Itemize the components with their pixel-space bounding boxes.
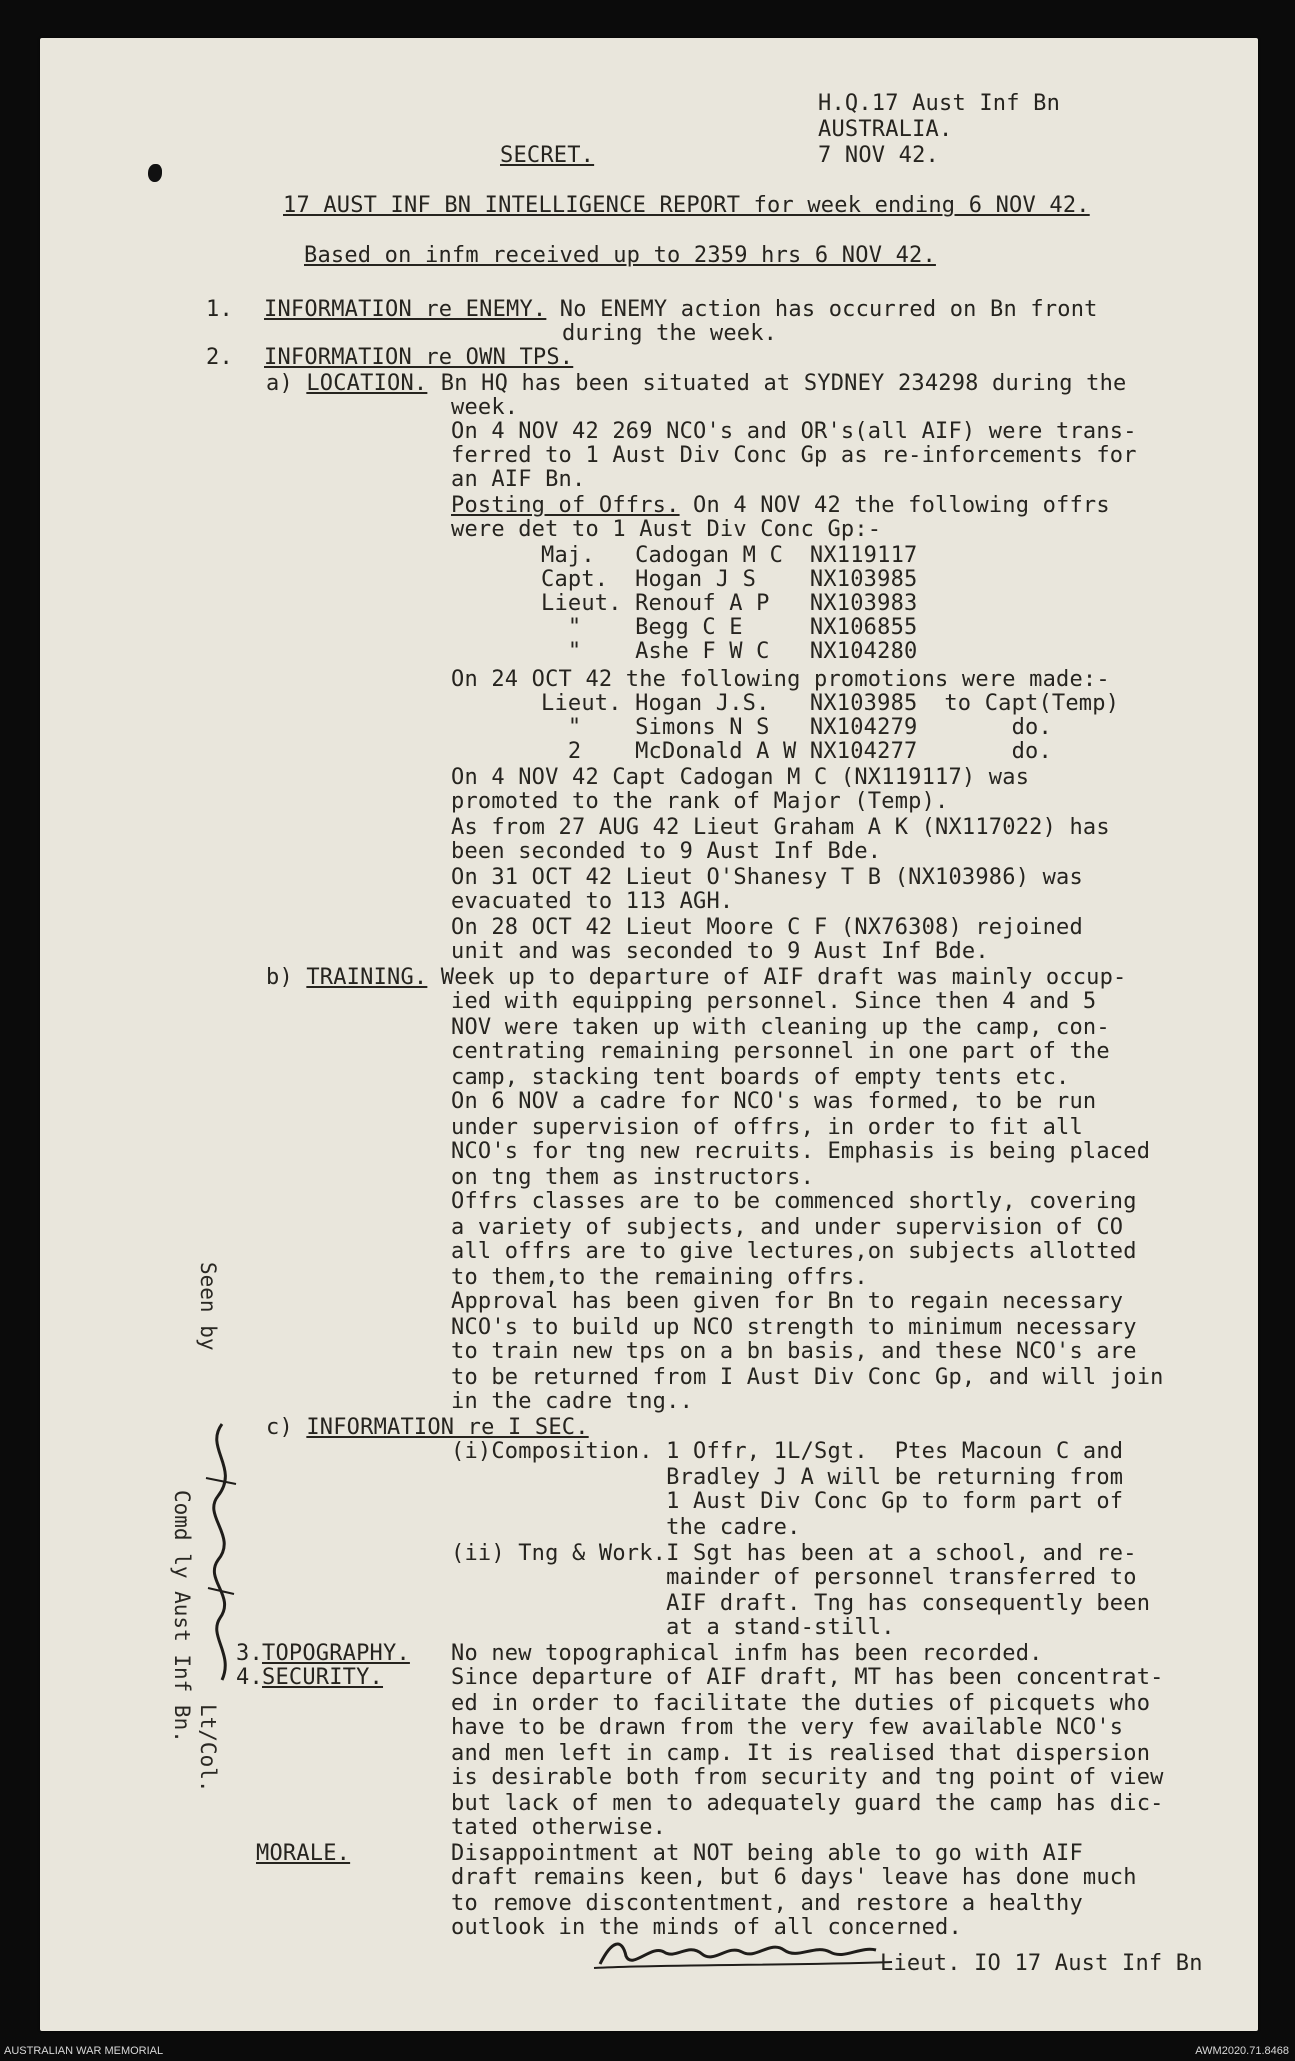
margin-seen-by: Seen by — [196, 1262, 220, 1351]
training-line: on tng them as instructors. — [451, 1165, 815, 1190]
header-date: 7 NOV 42. — [818, 143, 940, 168]
location-line: week. — [451, 395, 519, 420]
posting-entry: Capt. Hogan J S NX103985 — [541, 567, 918, 592]
margin-rank: Lt/Col. — [196, 1704, 220, 1793]
training-line: all offrs are to give lectures,on subjects allotted — [451, 1239, 1137, 1264]
isec-line1 — [266, 1416, 589, 1440]
report-subtitle: Based on infm received up to 2359 hrs 6 NOV 42. — [304, 243, 936, 268]
training-line: to train new tps on a bn basis, and these NCO's are — [451, 1339, 1137, 1364]
footer-archive: AUSTRALIAN WAR MEMORIAL — [4, 2045, 164, 2057]
morale-line: Disappointment at NOT being able to go with AIF — [451, 1841, 1083, 1866]
posting-label: Posting of Offrs. — [451, 493, 680, 518]
training-line: under supervision of offrs, in order to fit all — [451, 1115, 1083, 1140]
work-line: (ii) Tng & Work.I Sgt has been at a school, and re- — [451, 1541, 1137, 1566]
training-line: centrating remaining personnel in one part of the — [451, 1039, 1110, 1064]
security-line: tated otherwise. — [451, 1815, 667, 1840]
footer-accession: AWM2020.71.8468 — [1195, 2045, 1289, 2057]
posting-entry: " Begg C E NX106855 — [541, 615, 918, 640]
location-line: On 4 NOV 42 269 NCO's and OR's(all AIF) were trans- — [451, 419, 1137, 444]
header-country: AUSTRALIA. — [818, 117, 953, 142]
section1-line2: during the week. — [562, 321, 778, 346]
section3-text: No new topographical infm has been recorded. — [451, 1641, 1043, 1666]
work-line: at a stand-still. — [451, 1615, 895, 1640]
training-line: NOV were taken up with cleaning up the camp, con- — [451, 1015, 1110, 1040]
report-title: 17 AUST INF BN INTELLIGENCE REPORT for week ending 6 NOV 42. — [283, 193, 1090, 218]
security-line: and men left in camp. It is realised that dispersion — [451, 1741, 1151, 1766]
promotion-entry: Lieut. Hogan J.S. NX103985 to Capt(Temp) — [541, 691, 1120, 716]
training-line: to them,to the remaining offrs. — [451, 1265, 868, 1290]
security-line: is desirable both from security and tng point of view — [451, 1765, 1164, 1790]
location-detail: On 31 OCT 42 Lieut O'Shanesy T B (NX103986) was — [451, 865, 1083, 890]
location-detail: On 4 NOV 42 Capt Cadogan M C (NX119117) was — [451, 765, 1030, 790]
posting-entry: Maj. Cadogan M C NX119117 — [541, 543, 918, 568]
location-line: ferred to 1 Aust Div Conc Gp as re-inforcements for — [451, 443, 1137, 468]
location-detail: promoted to the rank of Major (Temp). — [451, 789, 949, 814]
section1-line1 — [264, 298, 1098, 322]
morale-heading: MORALE. — [256, 1841, 351, 1866]
morale-line: to remove discontentment, and restore a healthy — [451, 1891, 1083, 1916]
training-line: NCO's to build up NCO strength to minimum necessary — [451, 1315, 1137, 1340]
location-detail: evacuated to 113 AGH. — [451, 889, 734, 914]
morale-line: outlook in the minds of all concerned. — [451, 1915, 962, 1940]
location-detail: As from 27 AUG 42 Lieut Graham A K (NX117022) has — [451, 815, 1110, 840]
location-prefix: a) — [266, 371, 307, 396]
composition-line: 1 Aust Div Conc Gp to form part of — [451, 1489, 1124, 1514]
location-line1 — [266, 372, 1127, 396]
signature-io — [592, 1930, 922, 1974]
training-label: TRAINING. — [306, 965, 428, 990]
composition-line: (i)Composition. 1 Offr, 1L/Sgt. Ptes Macoun C and — [451, 1439, 1124, 1464]
security-line: Since departure of AIF draft, MT has been concentrat- — [451, 1665, 1164, 1690]
isec-label: INFORMATION re I SEC. — [306, 1415, 589, 1440]
training-line: in the cadre tng.. — [451, 1389, 694, 1414]
section2-number: 2. — [206, 345, 233, 370]
punch-hole — [148, 164, 162, 182]
section4-heading: SECURITY. — [262, 1665, 384, 1690]
training-line: ied with equipping personnel. Since then 4 and 5 — [451, 989, 1097, 1014]
section3-number: 3. — [236, 1641, 263, 1666]
training-line: Approval has been given for Bn to regain necessary — [451, 1289, 1124, 1314]
composition-line: Bradley J A will be returning from — [451, 1465, 1124, 1490]
location-label: LOCATION. — [306, 371, 428, 396]
signature-co — [196, 1418, 246, 1688]
isec-prefix: c) — [266, 1415, 307, 1440]
security-line: but lack of men to adequately guard the camp has dic- — [451, 1791, 1164, 1816]
posting-entry: Lieut. Renouf A P NX103983 — [541, 591, 918, 616]
training-line1 — [266, 966, 1127, 990]
section1-heading: INFORMATION re ENEMY. — [264, 297, 547, 322]
location-detail: On 28 OCT 42 Lieut Moore C F (NX76308) rejoined — [451, 915, 1083, 940]
promotion-intro: On 24 OCT 42 the following promotions were made:- — [451, 667, 1110, 692]
work-line: mainder of personnel transferred to — [451, 1565, 1137, 1590]
margin-command: Comd ly Aust Inf Bn. — [170, 1490, 194, 1743]
section4-number: 4. — [236, 1665, 263, 1690]
promotion-entry: " Simons N S NX104279 do. — [541, 715, 1052, 740]
location-line: an AIF Bn. — [451, 467, 586, 492]
training-line: a variety of subjects, and under supervision of CO — [451, 1215, 1124, 1240]
training-line: Offrs classes are to be commenced shortly, covering — [451, 1189, 1137, 1214]
training-line: On 6 NOV a cadre for NCO's was formed, to be run — [451, 1089, 1097, 1114]
security-line: have to be drawn from the very few available NCO's — [451, 1715, 1124, 1740]
signoff-text: Lieut. IO 17 Aust Inf Bn — [880, 1951, 1203, 1976]
section1-number: 1. — [206, 297, 233, 322]
security-line: ed in order to facilitate the duties of picquets who — [451, 1691, 1151, 1716]
posting-text: On 4 NOV 42 the following offrs — [679, 493, 1110, 518]
location-text: Bn HQ has been situated at SYDNEY 234298 during the — [427, 371, 1127, 396]
posting-line2: were det to 1 Aust Div Conc Gp:- — [451, 517, 882, 542]
composition-line: the cadre. — [451, 1515, 801, 1540]
training-line: to be returned from I Aust Div Conc Gp, and will join — [451, 1365, 1164, 1390]
posting-line — [451, 494, 1110, 518]
work-line: AIF draft. Tng has consequently been — [451, 1591, 1151, 1616]
morale-line: draft remains keen, but 6 days' leave has done much — [451, 1865, 1137, 1890]
location-detail: been seconded to 9 Aust Inf Bde. — [451, 839, 882, 864]
promotion-entry: 2 McDonald A W NX104277 do. — [541, 739, 1052, 764]
training-text: Week up to departure of AIF draft was mainly occup- — [427, 965, 1127, 990]
training-prefix: b) — [266, 965, 307, 990]
training-line: camp, stacking tent boards of empty tents etc. — [451, 1065, 1070, 1090]
posting-entry: " Ashe F W C NX104280 — [541, 639, 918, 664]
section2-heading: INFORMATION re OWN TPS. — [264, 345, 574, 370]
location-detail: unit and was seconded to 9 Aust Inf Bde. — [451, 939, 989, 964]
section1-text: No ENEMY action has occurred on Bn front — [546, 297, 1098, 322]
classification-label: SECRET. — [500, 143, 595, 168]
training-line: NCO's for tng new recruits. Emphasis is being placed — [451, 1139, 1151, 1164]
section3-heading: TOPOGRAPHY. — [262, 1641, 410, 1666]
header-unit: H.Q.17 Aust Inf Bn — [818, 91, 1061, 116]
